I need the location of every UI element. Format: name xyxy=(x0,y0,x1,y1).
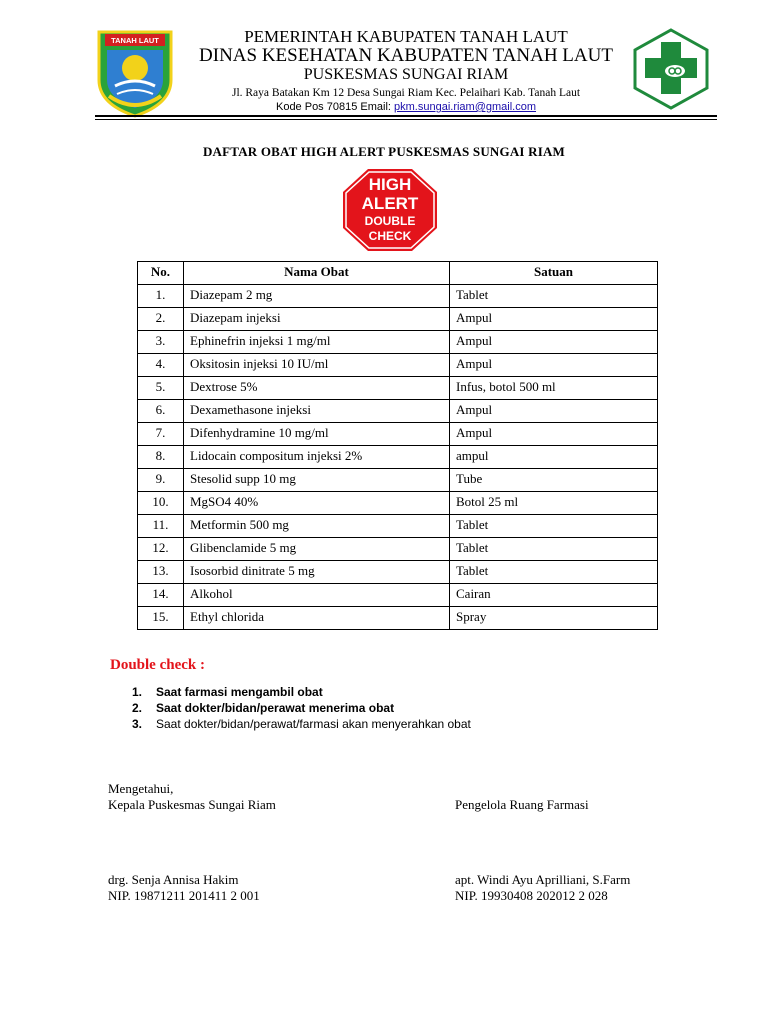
postal-text: Kode Pos 70815 Email: xyxy=(275,101,395,113)
double-check-title: Double check : xyxy=(110,657,205,673)
row-satuan: Cairan xyxy=(450,584,658,607)
sign-right-name-block xyxy=(455,872,630,904)
sign-left-name: drg. Senja Annisa Hakim xyxy=(108,872,239,887)
row-satuan: Tablet xyxy=(450,285,658,308)
row-no: 6. xyxy=(138,400,184,423)
kop-contact xyxy=(155,101,657,114)
row-nama: Isosorbid dinitrate 5 mg xyxy=(184,561,450,584)
letterhead-rule-thick xyxy=(95,115,717,117)
table-row xyxy=(138,285,658,308)
list-item-text: Saat farmasi mengambil obat xyxy=(156,685,323,699)
table-row xyxy=(138,607,658,630)
row-no: 12. xyxy=(138,538,184,561)
row-satuan: Ampul xyxy=(450,354,658,377)
row-nama: Dexamethasone injeksi xyxy=(184,400,450,423)
badge-line-2: ALERT xyxy=(361,194,419,213)
row-no: 5. xyxy=(138,377,184,400)
row-satuan: Ampul xyxy=(450,400,658,423)
table-row xyxy=(138,308,658,331)
row-satuan: Ampul xyxy=(450,308,658,331)
sign-right-nip: NIP. 19930408 202012 2 028 xyxy=(455,888,608,903)
row-nama: Stesolid supp 10 mg xyxy=(184,469,450,492)
puskesmas-cross-logo-icon xyxy=(633,28,709,110)
row-satuan: Tablet xyxy=(450,561,658,584)
table-row xyxy=(138,584,658,607)
letterhead-text xyxy=(155,24,657,114)
letterhead xyxy=(95,24,717,120)
letterhead-rule-thin xyxy=(95,119,717,120)
kop-line-2: DINAS KESEHATAN KABUPATEN TANAH LAUT xyxy=(199,45,613,66)
table-row xyxy=(138,446,658,469)
row-nama: Oksitosin injeksi 10 IU/ml xyxy=(184,354,450,377)
table-row xyxy=(138,377,658,400)
table-row xyxy=(138,400,658,423)
header-no: No. xyxy=(138,262,184,285)
high-alert-drug-table xyxy=(137,261,658,630)
row-no: 3. xyxy=(138,331,184,354)
kop-line-3: PUSKESMAS SUNGAI RIAM xyxy=(303,66,509,83)
row-nama: Glibenclamide 5 mg xyxy=(184,538,450,561)
row-satuan: Ampul xyxy=(450,331,658,354)
kop-line-1: PEMERINTAH KABUPATEN TANAH LAUT xyxy=(244,27,568,46)
row-nama: Lidocain compositum injeksi 2% xyxy=(184,446,450,469)
row-no: 7. xyxy=(138,423,184,446)
header-nama-obat: Nama Obat xyxy=(184,262,450,285)
list-item xyxy=(132,716,471,732)
sign-left-header xyxy=(108,781,276,813)
badge-line-1: HIGH xyxy=(368,175,412,194)
sign-left-nip: NIP. 19871211 201411 2 001 xyxy=(108,888,260,903)
row-satuan: Tablet xyxy=(450,515,658,538)
row-nama: Difenhydramine 10 mg/ml xyxy=(184,423,450,446)
list-item xyxy=(132,700,471,716)
row-no: 1. xyxy=(138,285,184,308)
row-nama: Dextrose 5% xyxy=(184,377,450,400)
row-nama: Alkohol xyxy=(184,584,450,607)
logo-left-text: TANAH LAUT xyxy=(111,36,159,45)
table-row xyxy=(138,515,658,538)
table-row xyxy=(138,354,658,377)
list-item-number: 3. xyxy=(132,717,143,731)
row-no: 2. xyxy=(138,308,184,331)
badge-line-4: CHECK xyxy=(368,229,412,243)
table-row xyxy=(138,331,658,354)
sign-right-line2: Pengelola Ruang Farmasi xyxy=(455,797,589,812)
high-alert-badge-icon xyxy=(342,168,438,252)
double-check-list xyxy=(132,684,471,732)
table-row xyxy=(138,469,658,492)
row-nama: Diazepam injeksi xyxy=(184,308,450,331)
row-no: 14. xyxy=(138,584,184,607)
sign-left-name-block xyxy=(108,872,260,904)
row-no: 13. xyxy=(138,561,184,584)
row-no: 4. xyxy=(138,354,184,377)
row-satuan: ampul xyxy=(450,446,658,469)
table-row xyxy=(138,561,658,584)
sign-right-name: apt. Windi Ayu Aprilliani, S.Farm xyxy=(455,872,631,887)
row-nama: Ethyl chlorida xyxy=(184,607,450,630)
sign-left-line1: Mengetahui, xyxy=(108,781,174,796)
row-nama: Ephinefrin injeksi 1 mg/ml xyxy=(184,331,450,354)
list-item xyxy=(132,684,471,700)
row-satuan: Spray xyxy=(450,607,658,630)
table-row xyxy=(138,423,658,446)
list-item-number: 1. xyxy=(132,685,143,699)
email-link[interactable]: pkm.sungai.riam@gmail.com xyxy=(394,101,537,113)
list-item-number: 2. xyxy=(132,701,143,715)
table-row xyxy=(138,492,658,515)
row-satuan: Infus, botol 500 ml xyxy=(450,377,658,400)
row-satuan: Ampul xyxy=(450,423,658,446)
row-no: 15. xyxy=(138,607,184,630)
document-title: DAFTAR OBAT HIGH ALERT PUSKESMAS SUNGAI RIAM xyxy=(202,144,566,159)
kop-address: Jl. Raya Batakan Km 12 Desa Sungai Riam Kec. Pelaihari Kab. Tanah Laut xyxy=(231,87,581,99)
row-no: 9. xyxy=(138,469,184,492)
table-header-row xyxy=(138,262,658,285)
row-nama: Metformin 500 mg xyxy=(184,515,450,538)
row-nama: Diazepam 2 mg xyxy=(184,285,450,308)
row-no: 11. xyxy=(138,515,184,538)
table-row xyxy=(138,538,658,561)
row-satuan: Tablet xyxy=(450,538,658,561)
sign-left-line2: Kepala Puskesmas Sungai Riam xyxy=(108,797,276,812)
list-item-text: Saat dokter/bidan/perawat/farmasi akan menyerahkan obat xyxy=(156,717,471,731)
list-item-text: Saat dokter/bidan/perawat menerima obat xyxy=(156,701,395,715)
row-satuan: Tube xyxy=(450,469,658,492)
header-satuan: Satuan xyxy=(450,262,658,285)
sign-right-header xyxy=(455,797,589,813)
badge-line-3: DOUBLE xyxy=(364,214,416,228)
row-satuan: Botol 25 ml xyxy=(450,492,658,515)
row-nama: MgSO4 40% xyxy=(184,492,450,515)
row-no: 10. xyxy=(138,492,184,515)
row-no: 8. xyxy=(138,446,184,469)
